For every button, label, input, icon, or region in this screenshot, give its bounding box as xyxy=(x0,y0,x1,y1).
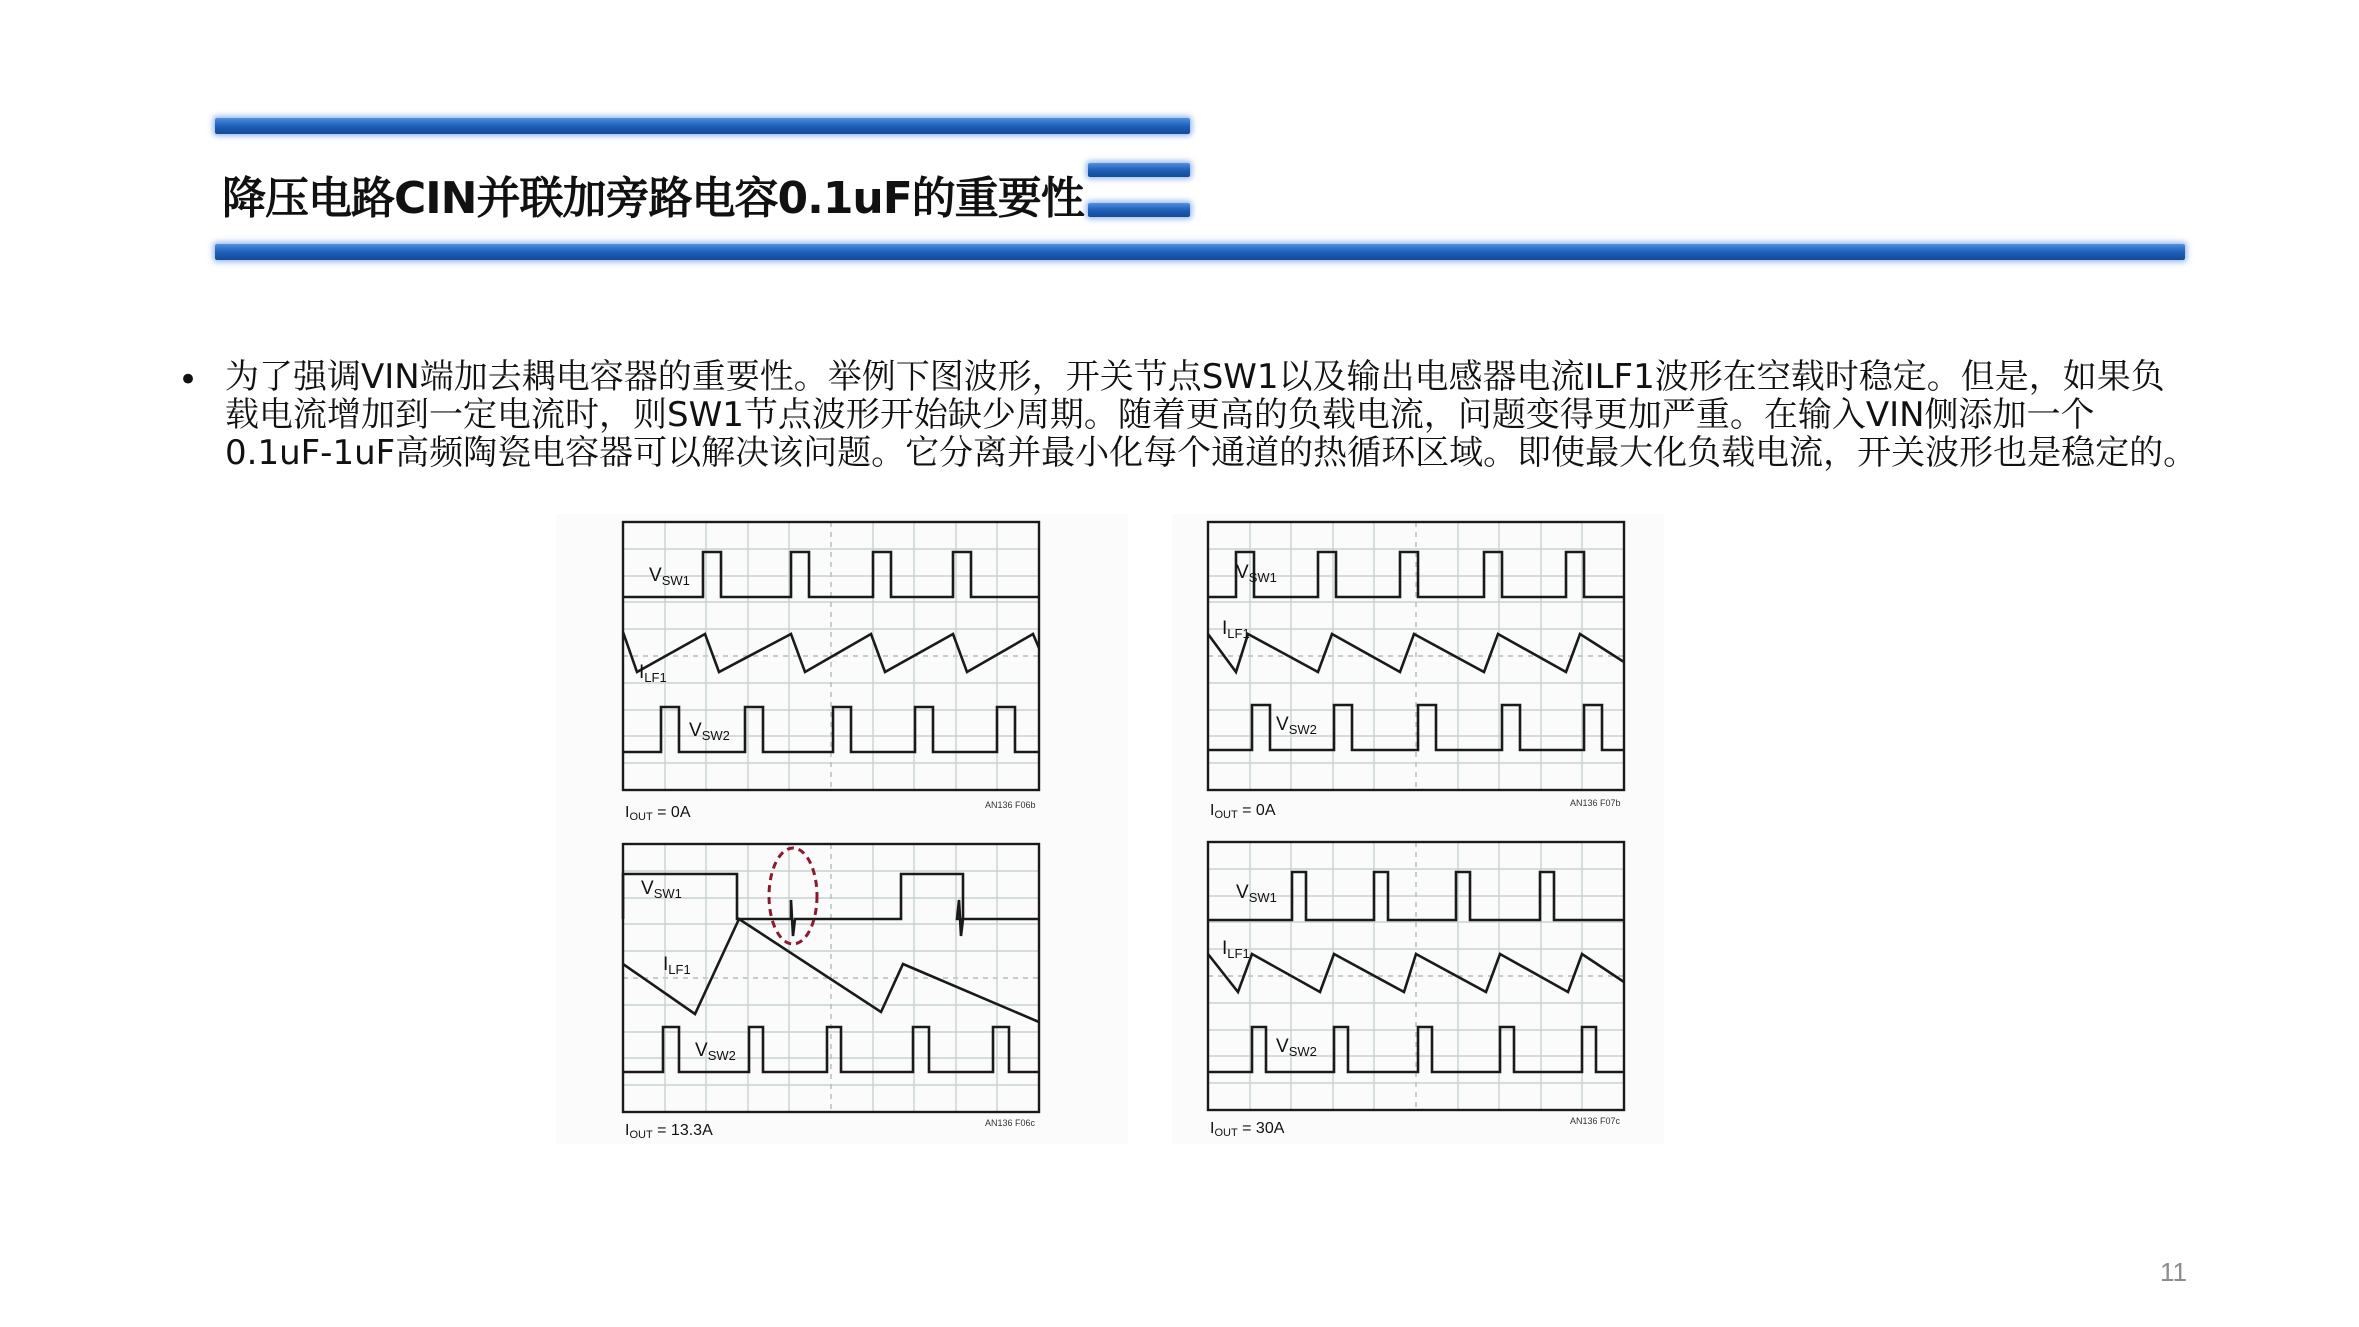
label-ilf1: $I_{LF1}$ xyxy=(1222,618,1250,641)
title-bar-stub-1 xyxy=(1088,163,1190,177)
iout-caption: $I_{OUT} = 13.3A$ xyxy=(625,1122,713,1141)
iout-caption: $I_{OUT} = 30A$ xyxy=(1210,1120,1285,1139)
body-line: 为了强调VIN端加去耦电容器的重要性。举例下图波形，开关节点SW1以及输出电感器电流ILF1波形在空载时稳定。但是，如果负 xyxy=(225,357,2165,397)
body-line: 0.1uF-1uF高频陶瓷电容器可以解决该问题。它分离并最小化每个通道的热循环区域。即使最大化负载电流，开关波形也是稳定的。 xyxy=(225,433,2198,473)
label-vsw1: $V_{SW1}$ xyxy=(649,565,690,588)
body-paragraph xyxy=(225,358,2225,472)
label-vsw1: $V_{SW1}$ xyxy=(1236,562,1277,585)
figure-code: AN136 F06c xyxy=(985,1118,1036,1128)
slide-title: 降压电路CIN并联加旁路电容0.1uF的重要性 xyxy=(222,173,1084,224)
scope-plot-br xyxy=(1208,842,1624,1139)
scope-plot-tl-svg xyxy=(623,522,1039,790)
label-vsw1: $V_{SW1}$ xyxy=(1236,882,1277,905)
label-ilf1: $I_{LF1}$ xyxy=(663,954,691,977)
figure-code: AN136 F07b xyxy=(1570,798,1621,808)
label-vsw2: $V_{SW2}$ xyxy=(1276,1036,1317,1059)
label-ilf1: $I_{LF1}$ xyxy=(1222,938,1250,961)
label-vsw2: $V_{SW2}$ xyxy=(695,1040,736,1063)
title-bar-stub-2 xyxy=(1088,203,1190,217)
figure-code: AN136 F07c xyxy=(1570,1116,1621,1126)
label-vsw2: $V_{SW2}$ xyxy=(689,720,730,743)
title-bar-bottom xyxy=(215,244,2185,260)
bullet-dot: • xyxy=(178,360,199,400)
scope-plot-bl xyxy=(623,844,1039,1141)
label-vsw1: $V_{SW1}$ xyxy=(641,878,682,901)
iout-caption: $I_{OUT} = 0A$ xyxy=(625,804,691,823)
body-line: 载电流增加到一定电流时，则SW1节点波形开始缺少周期。随着更高的负载电流，问题变得更加严重。在输入VIN侧添加一个 xyxy=(225,395,2095,435)
iout-caption: $I_{OUT} = 0A$ xyxy=(1210,802,1276,821)
scope-plot-tr xyxy=(1208,522,1624,821)
title-bar-top xyxy=(215,118,1190,134)
page-number: 11 xyxy=(2160,1257,2187,1287)
label-vsw2: $V_{SW2}$ xyxy=(1276,714,1317,737)
scope-plot-bl-svg xyxy=(623,844,1039,1112)
figure-code: AN136 F06b xyxy=(985,800,1036,810)
label-ilf1: $I_{LF1}$ xyxy=(639,662,667,685)
scope-plot-tl xyxy=(623,522,1039,823)
